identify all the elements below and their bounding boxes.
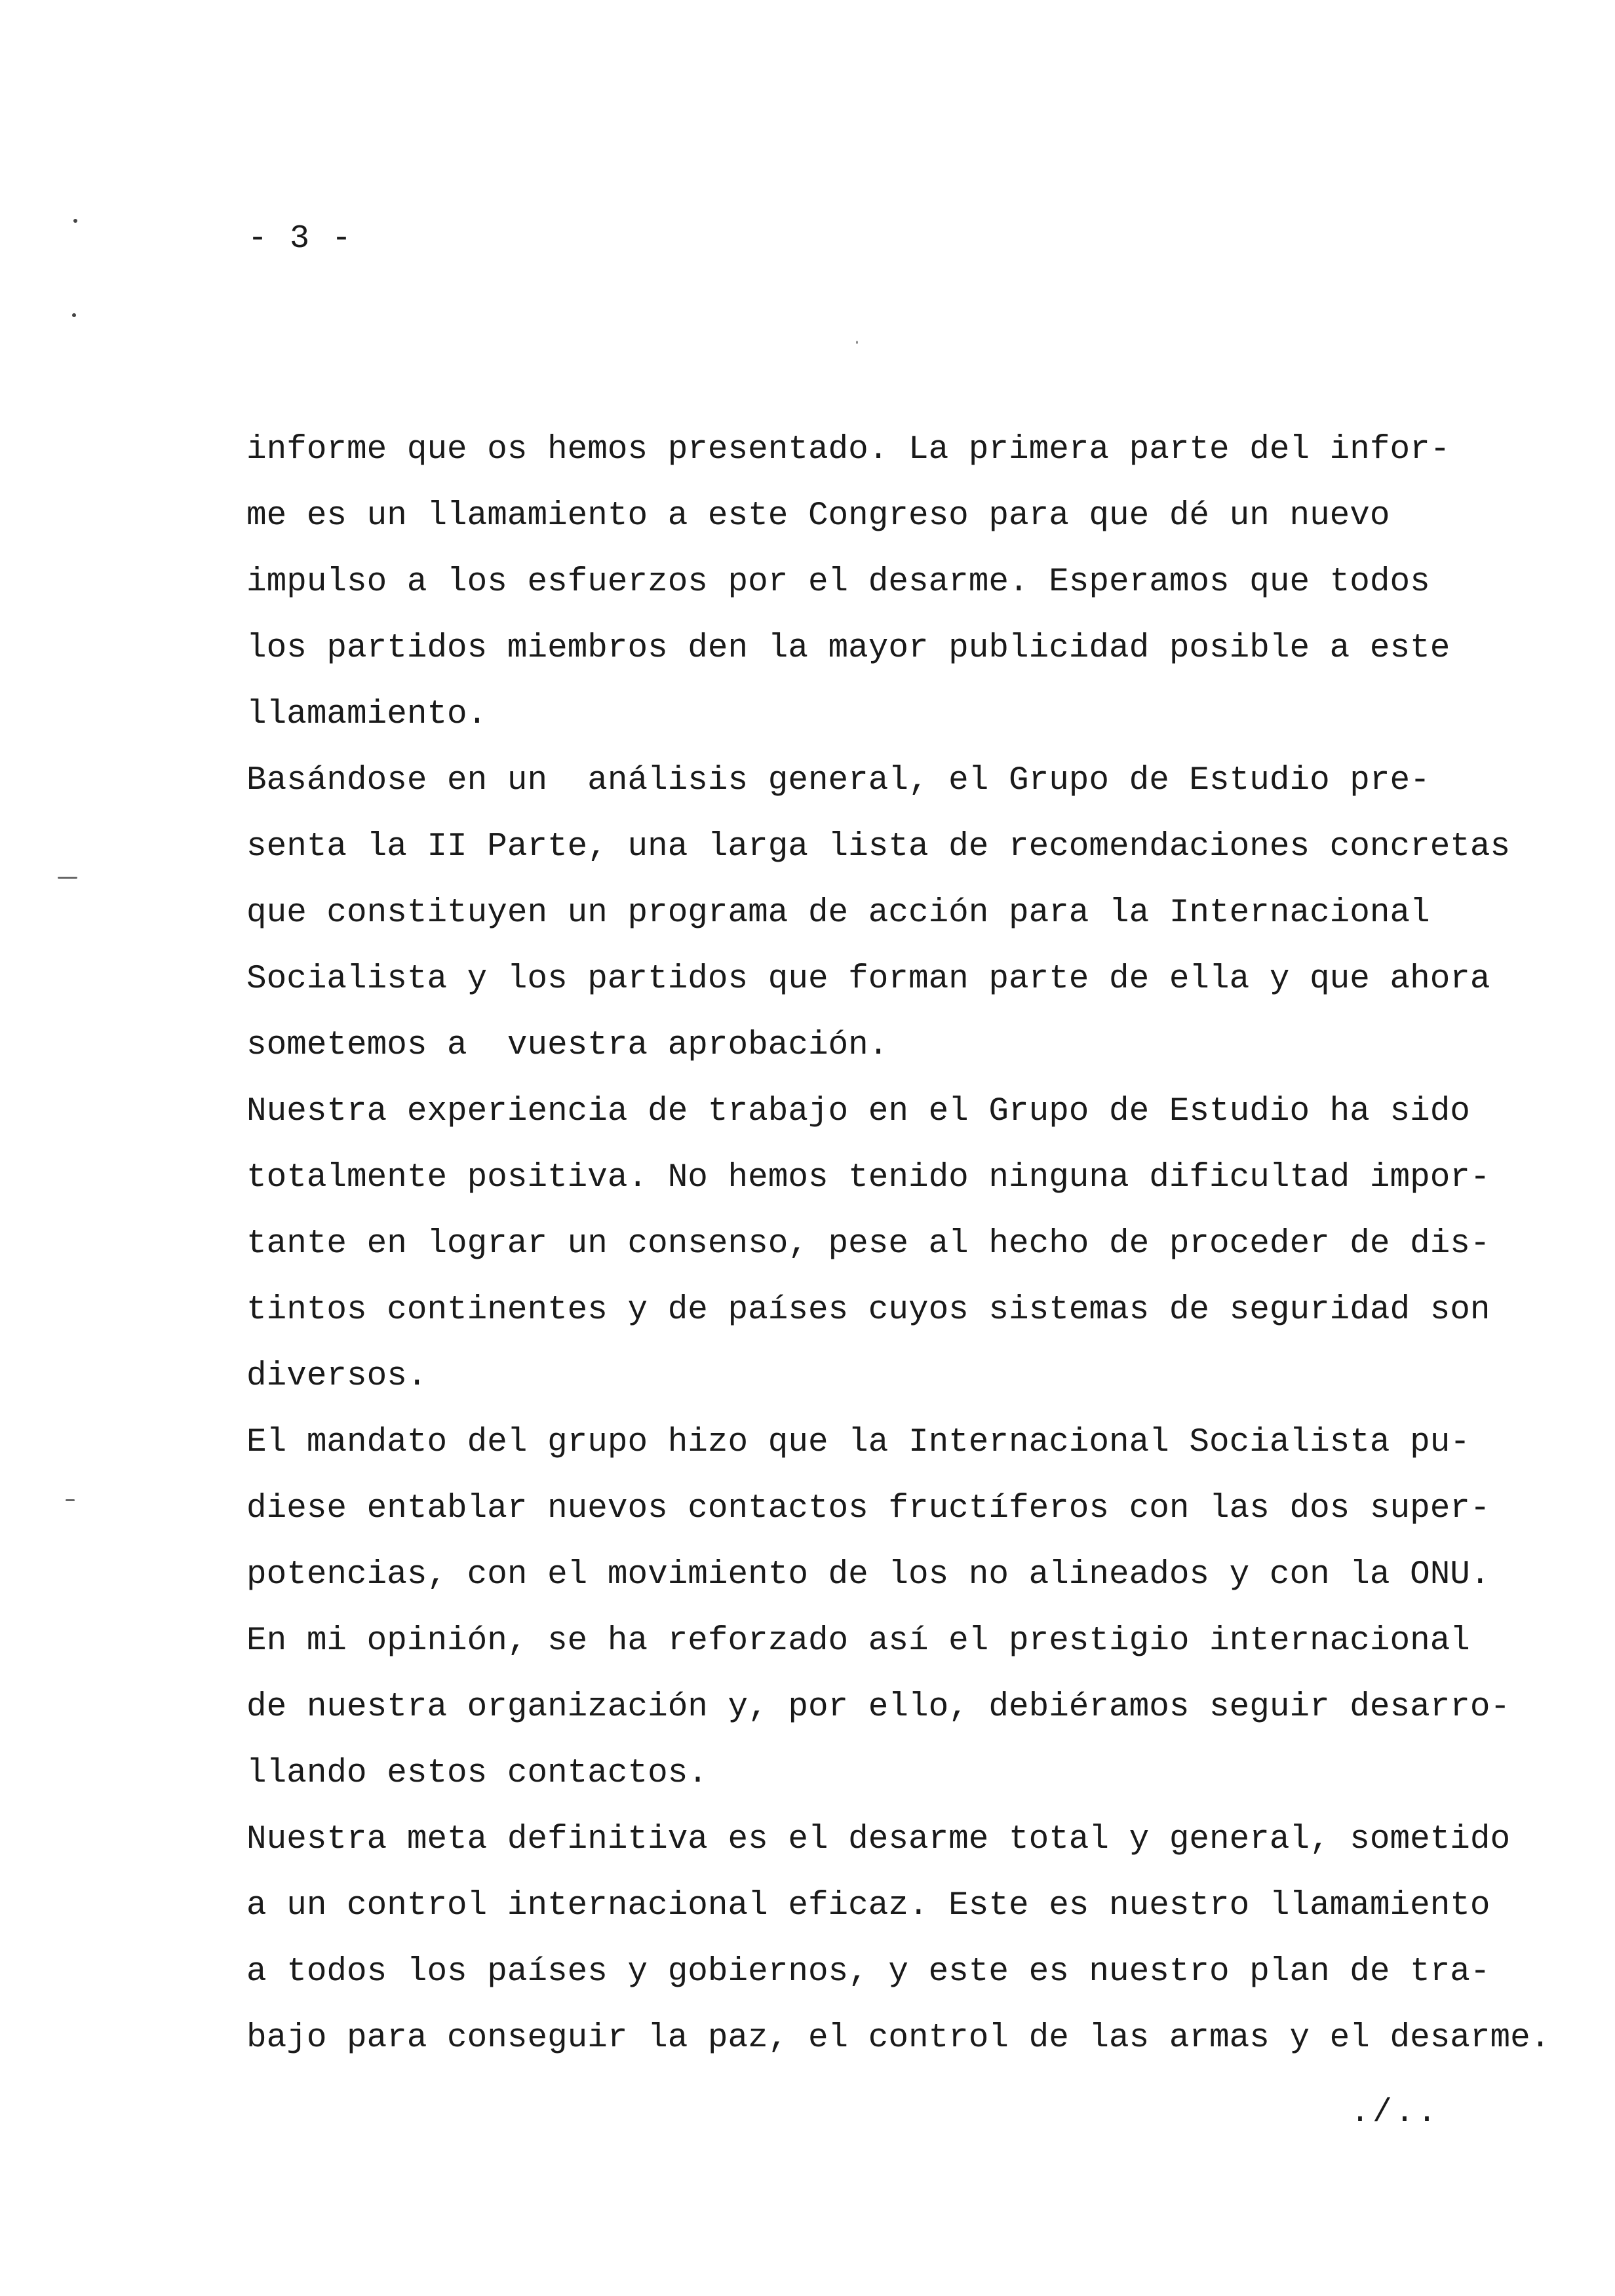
- scan-speck: [73, 219, 77, 223]
- text-line: impulso a los esfuerzos por el desarme. Esperamos que todos: [246, 564, 1430, 601]
- text-line: a un control internacional eficaz. Este es nuestro llamamiento: [246, 1887, 1490, 1924]
- text-line: informe que os hemos presentado. La primera parte del infor-: [246, 431, 1450, 469]
- text-line: sometemos a vuestra aprobación.: [246, 1027, 889, 1064]
- scan-mark: [66, 1499, 75, 1501]
- text-line: llamamiento.: [246, 696, 488, 733]
- text-line: tante en lograr un consenso, pese al hecho de proceder de dis-: [246, 1225, 1490, 1263]
- page-number: - 3 -: [248, 220, 353, 258]
- text-line: llando estos contactos.: [246, 1755, 708, 1792]
- body-text: [246, 417, 1551, 2071]
- scan-speck: [856, 341, 858, 344]
- text-line: El mandato del grupo hizo que la Internacional Socialista pu-: [246, 1424, 1470, 1461]
- text-line: tintos continentes y de países cuyos sistemas de seguridad son: [246, 1292, 1490, 1329]
- text-line: Nuestra meta definitiva es el desarme total y general, sometido: [246, 1821, 1511, 1858]
- text-line: los partidos miembros den la mayor publicidad posible a este: [246, 630, 1450, 667]
- text-line: Socialista y los partidos que forman parte de ella y que ahora: [246, 961, 1490, 998]
- text-line: totalmente positiva. No hemos tenido ninguna dificultad impor-: [246, 1159, 1490, 1196]
- text-line: Nuestra experiencia de trabajo en el Grupo de Estudio ha sido: [246, 1093, 1470, 1130]
- continuation-mark: ./..: [1350, 2094, 1440, 2132]
- text-line: me es un llamamiento a este Congreso para que dé un nuevo: [246, 497, 1390, 535]
- text-line: bajo para conseguir la paz, el control de las armas y el desarme.: [246, 2019, 1551, 2057]
- scan-mark: [58, 877, 77, 879]
- text-line: que constituyen un programa de acción para la Internacional: [246, 894, 1430, 932]
- text-line: senta la II Parte, una larga lista de recomendaciones concretas: [246, 828, 1511, 866]
- scan-speck: [72, 313, 76, 317]
- text-line: diversos.: [246, 1358, 427, 1395]
- text-line: de nuestra organización y, por ello, debiéramos seguir desarro-: [246, 1689, 1511, 1726]
- text-line: Basándose en un análisis general, el Grupo de Estudio pre-: [246, 762, 1430, 799]
- text-line: a todos los países y gobiernos, y este es nuestro plan de tra-: [246, 1953, 1490, 1991]
- text-line: potencias, con el movimiento de los no alineados y con la ONU.: [246, 1556, 1490, 1594]
- text-line: En mi opinión, se ha reforzado así el prestigio internacional: [246, 1622, 1470, 1660]
- text-line: diese entablar nuevos contactos fructíferos con las dos super-: [246, 1490, 1490, 1527]
